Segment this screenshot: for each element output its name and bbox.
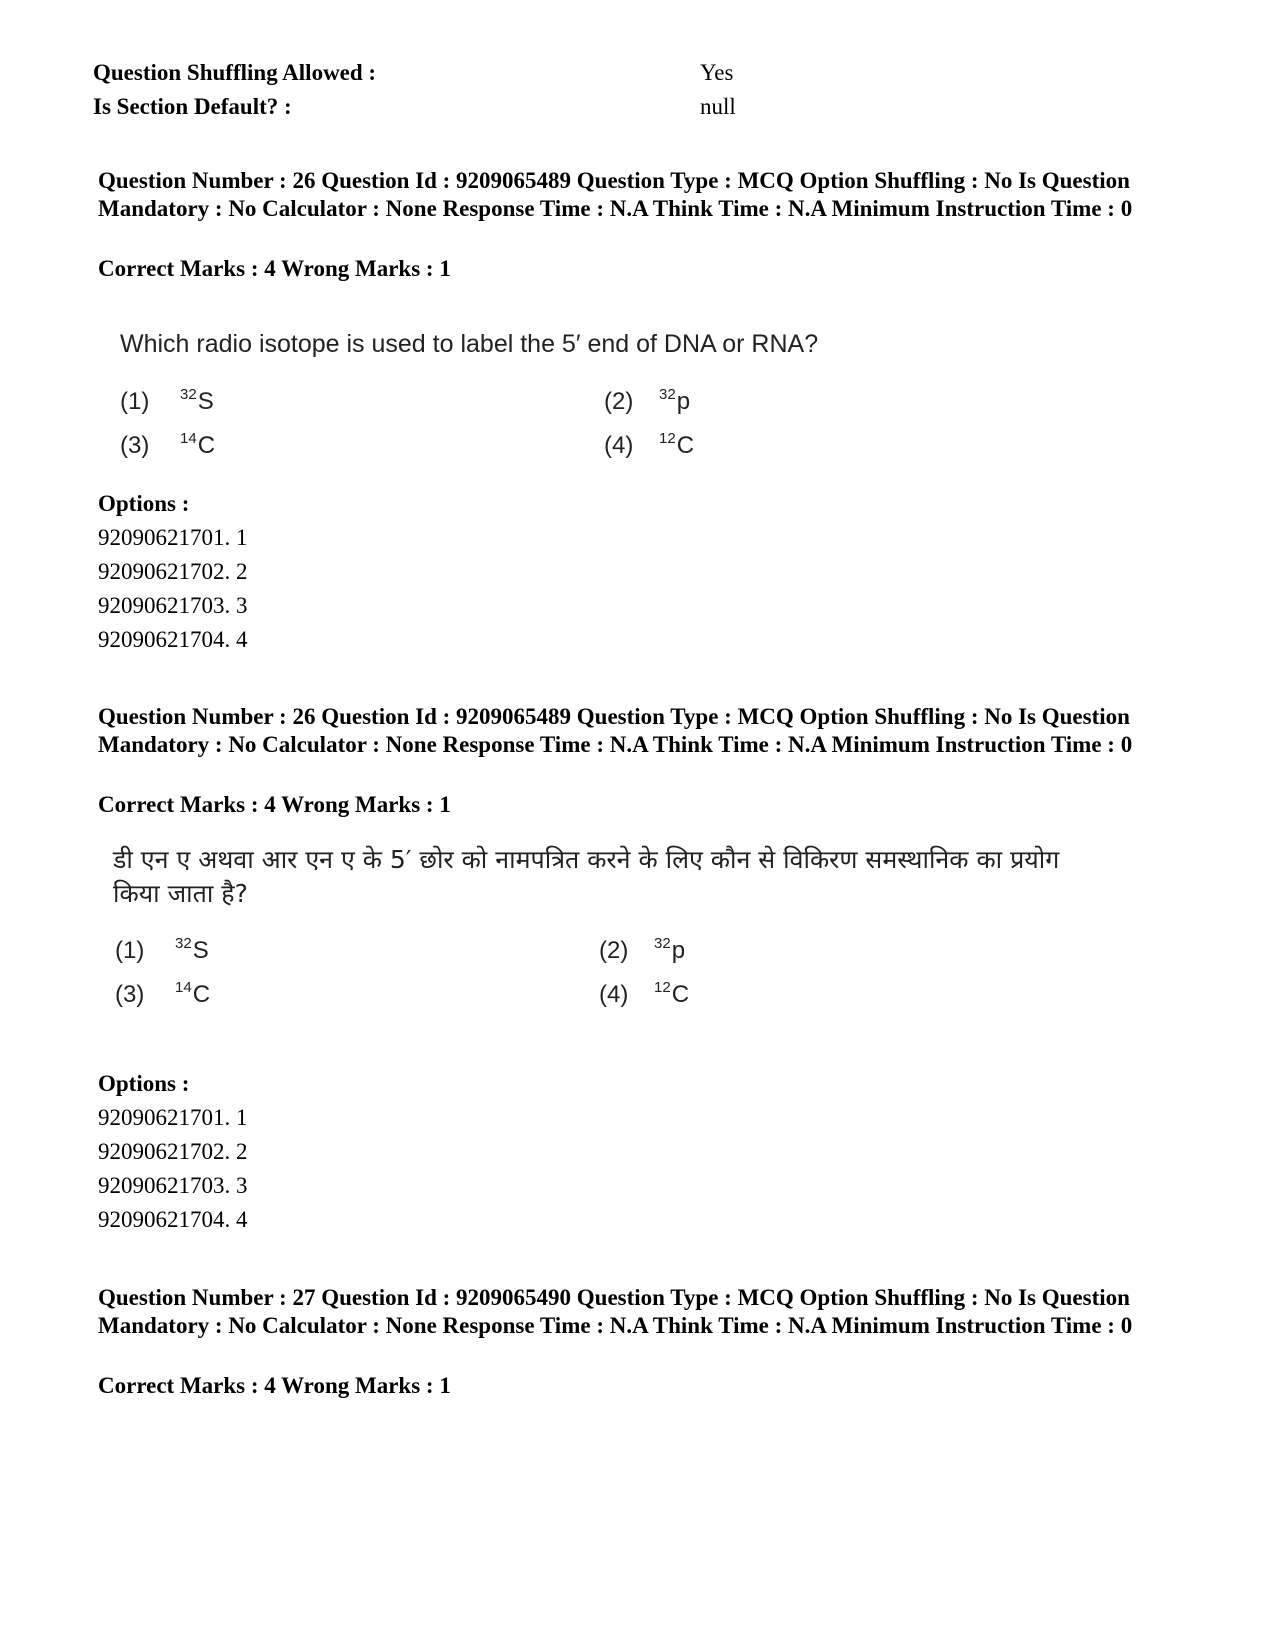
choice-1: (1) $^{32}$S — [120, 386, 214, 415]
section-default-label: Is Section Default? : — [93, 94, 292, 119]
choice-4: (4) $^{12}$C — [604, 430, 695, 459]
question-header: Question Number : 27 Question Id : 9209065490 Question Type : MCQ Option Shuffling : No Is Question Mandatory : No Calculator : None Response Time : N.A Think Time : N.A Minimum Instruction Time : 0 — [98, 1285, 1133, 1338]
choice-2: (2) $^{32}$p — [604, 386, 691, 415]
choice-1: (1) $^{32}$S — [115, 935, 209, 964]
option-line: 92090621701. 1 — [98, 525, 248, 550]
question-text-hindi: डी एन ए अथवा आर एन ए के 5′ छोर को नामपत्रित करने के लिए कौन से विकिरण समस्थानिक का प्रयोग किया जाता है? — [113, 845, 1060, 908]
section-default-value: null — [700, 94, 736, 119]
option-line: 92090621702. 2 — [98, 559, 248, 584]
shuffling-value: Yes — [700, 60, 734, 85]
shuffling-label: Question Shuffling Allowed : — [93, 60, 377, 85]
question-header: Question Number : 26 Question Id : 9209065489 Question Type : MCQ Option Shuffling : No Is Question Mandatory : No Calculator : None Response Time : N.A Think Time : N.A Minimum Instruction Time : 0 — [98, 168, 1133, 221]
option-line: 92090621703. 3 — [98, 1173, 248, 1198]
option-line: 92090621704. 4 — [98, 1207, 248, 1232]
choice-4: (4) $^{12}$C — [599, 979, 690, 1008]
option-line: 92090621701. 1 — [98, 1105, 248, 1130]
choice-2: (2) $^{32}$p — [599, 935, 686, 964]
option-line: 92090621703. 3 — [98, 593, 248, 618]
question-marks: Correct Marks : 4 Wrong Marks : 1 — [98, 256, 451, 281]
options-title: Options : — [98, 491, 190, 516]
choice-3: (3) $^{14}$C — [115, 979, 211, 1008]
option-line: 92090621702. 2 — [98, 1139, 248, 1164]
question-header: Question Number : 26 Question Id : 9209065489 Question Type : MCQ Option Shuffling : No Is Question Mandatory : No Calculator : None Response Time : N.A Think Time : N.A Minimum Instruction Time : 0 — [98, 704, 1133, 757]
question-text: Which radio isotope is used to label the 5′ end of DNA or RNA? — [120, 330, 819, 358]
choice-3: (3) $^{14}$C — [120, 430, 216, 459]
option-line: 92090621704. 4 — [98, 627, 248, 652]
options-title: Options : — [98, 1071, 190, 1096]
question-marks: Correct Marks : 4 Wrong Marks : 1 — [98, 792, 451, 817]
question-marks: Correct Marks : 4 Wrong Marks : 1 — [98, 1373, 451, 1398]
